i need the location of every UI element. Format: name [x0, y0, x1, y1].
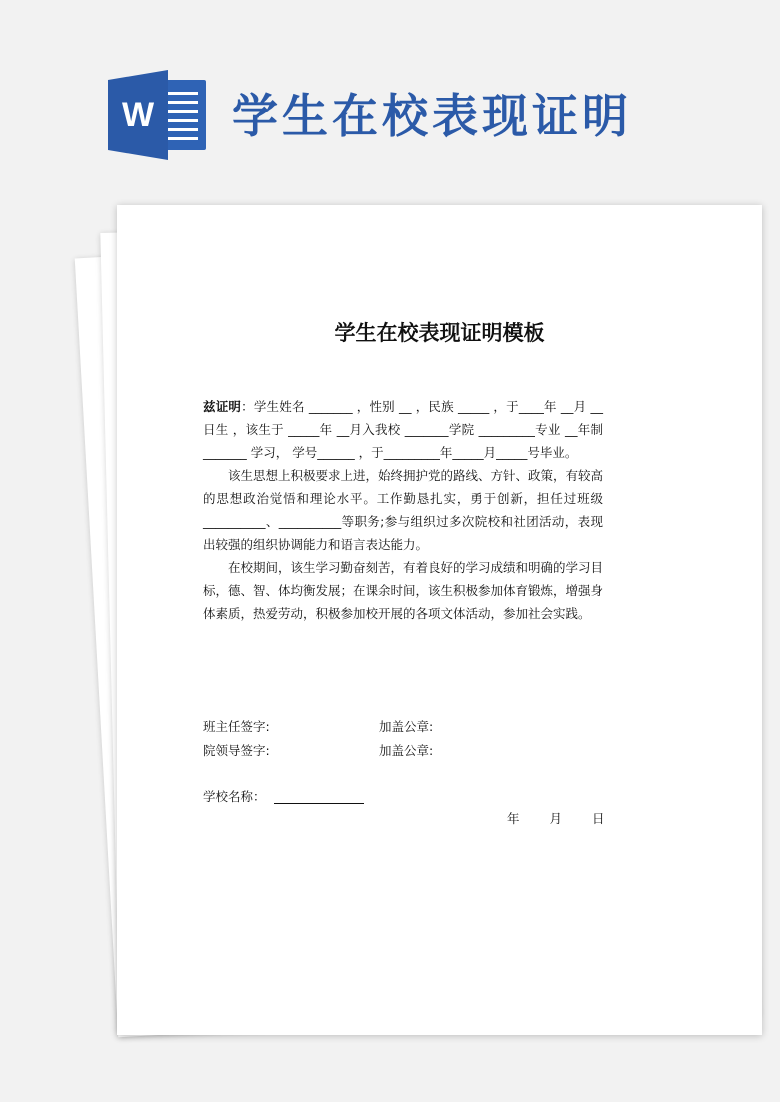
- school-name-label: 学校名称：: [203, 789, 266, 804]
- document-body: [203, 395, 603, 625]
- school-name-blank: [274, 790, 364, 804]
- document-title: 学生在校表现证明模板: [334, 321, 545, 345]
- stamp-label: 加盖公章:: [379, 719, 434, 734]
- banner: [0, 0, 780, 180]
- teacher-signature-label: 班主任签字:: [203, 719, 270, 734]
- paragraph-1: [203, 395, 603, 464]
- school-name-row: [203, 787, 364, 805]
- lead-text: 兹证明: [203, 399, 242, 414]
- word-icon: [108, 70, 208, 160]
- date-row: [507, 809, 631, 827]
- date-year: 年: [507, 811, 520, 826]
- stamp-label: 加盖公章:: [379, 743, 434, 758]
- date-month: 月: [549, 811, 563, 826]
- document-page: [117, 205, 762, 1035]
- paragraph-2: 该生思想上积极要求上进，始终拥护党的路线、方针、政策，有较高的思想政治觉悟和理论水平。工作勤恳扎实，勇于创新，担任过班级__________、__________等职务;参与组织过多次院校和社团活动，表现出较强的组织协调能力和语言表达能力。: [203, 468, 604, 552]
- date-day: 日: [592, 811, 605, 826]
- leader-signature-label: 院领导签字:: [203, 743, 270, 758]
- banner-title: 学生在校表现证明: [232, 89, 632, 143]
- paragraph-3: 在校期间，该生学习勤奋刻苦，有着良好的学习成绩和明确的学习目标，德、智、体均衡发展；在课余时间，该生积极参加体育锻炼，增强身体素质，热爱劳动，积极参加校开展的各项文体活动，参加社会实践。: [203, 560, 604, 621]
- paragraph-1-text: ：学生姓名 _______ ，性别 __ ，民族 _____ ，于____年 __月 __日生 ，该生于 _____年 __月入我校 _______学院 _________专业 __年制 _______ 学习， 学号______ ，于_________年_____月_____号毕业。: [203, 399, 603, 460]
- word-logo-letter: W: [121, 96, 155, 134]
